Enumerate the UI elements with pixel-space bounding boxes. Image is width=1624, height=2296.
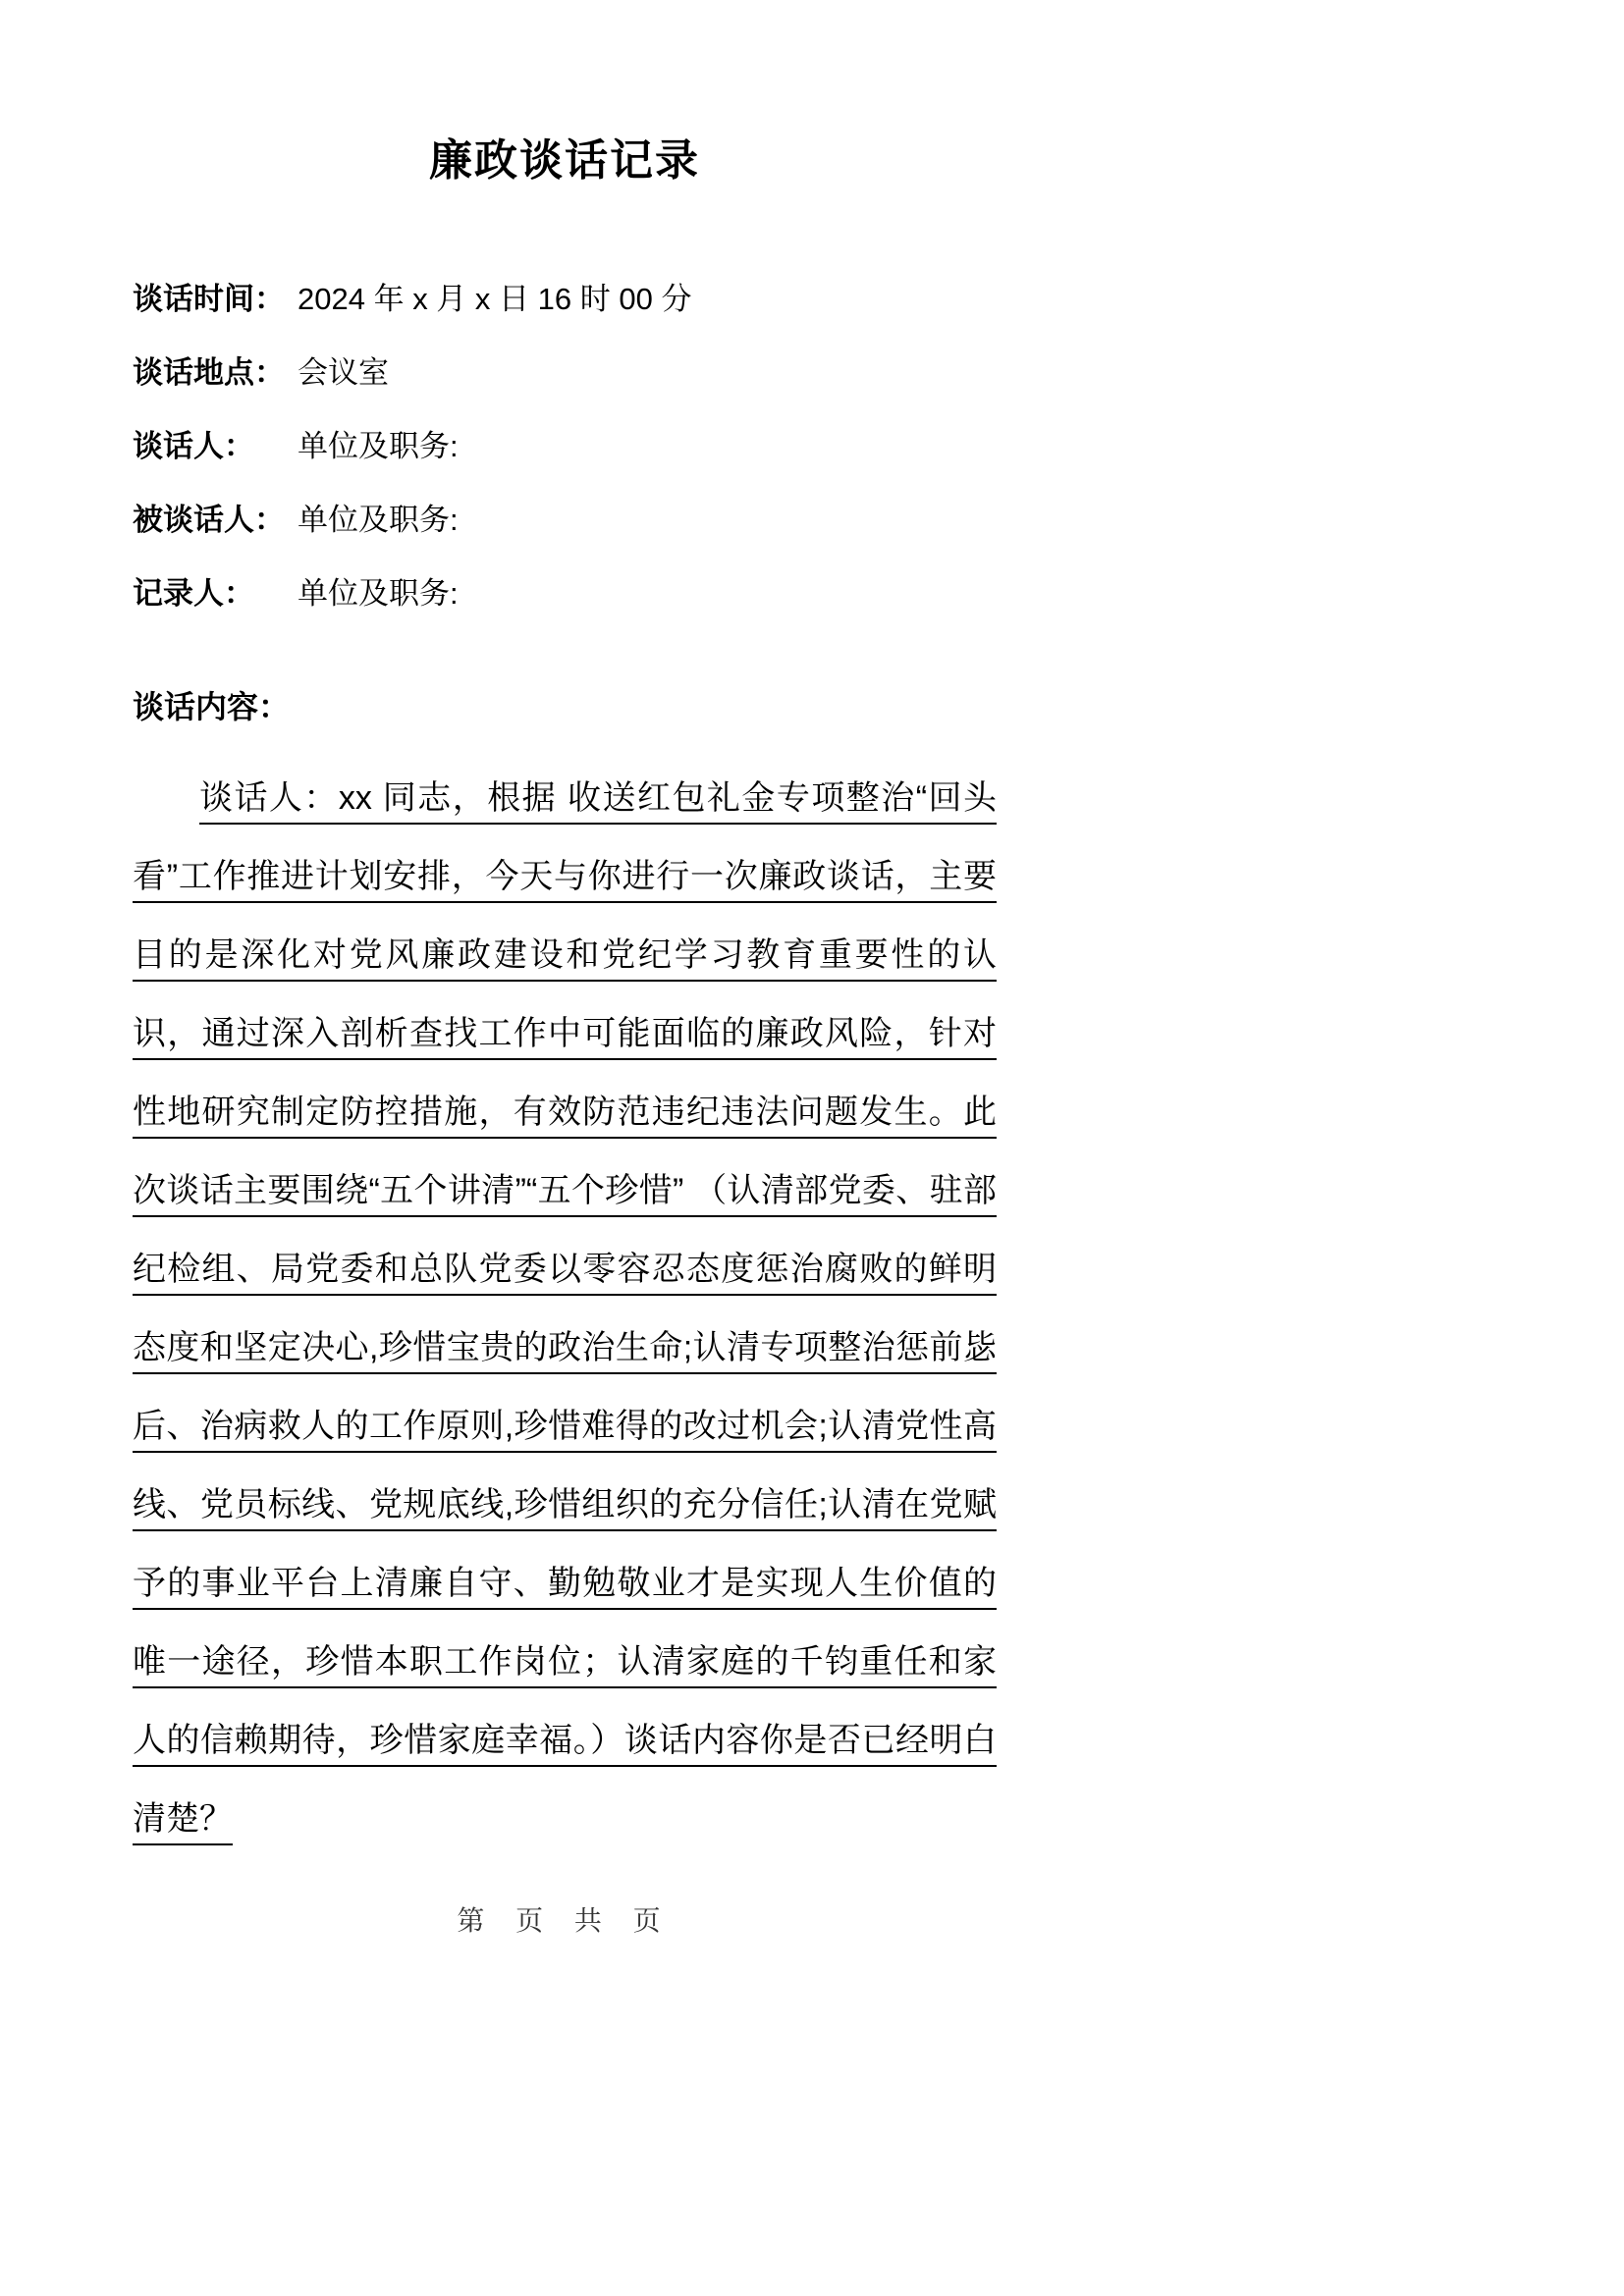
field-value-talked-to: 单位及职务: bbox=[298, 502, 459, 537]
field-label-talked-to: 被谈话人： bbox=[133, 502, 285, 537]
field-label-talker: 谈话人： bbox=[133, 428, 254, 463]
field-row-talker bbox=[133, 409, 997, 483]
field-row-recorder bbox=[133, 557, 997, 630]
field-label-recorder: 记录人： bbox=[133, 575, 254, 611]
field-row-time bbox=[133, 262, 997, 336]
field-value-time: 2024 年 x 月 x 日 16 时 00 分 bbox=[298, 281, 692, 316]
content-section-label: 谈话内容： bbox=[133, 688, 291, 724]
field-label-location: 谈话地点： bbox=[133, 354, 285, 390]
field-row-location bbox=[133, 336, 997, 409]
page-title: 廉政谈话记录 bbox=[429, 136, 700, 185]
field-list bbox=[133, 262, 997, 630]
field-value-talker: 单位及职务: bbox=[298, 428, 459, 463]
field-value-recorder: 单位及职务: bbox=[298, 575, 459, 611]
document-content bbox=[133, 0, 997, 1858]
field-value-location: 会议室 bbox=[298, 354, 389, 390]
page-footer: 第 页 共 页 bbox=[457, 1905, 673, 1936]
field-row-talked-to bbox=[133, 483, 997, 557]
content-paragraph: 谈话人：xx 同志，根据 收送红包礼金专项整治“回头看”工作推进计划安排，今天与你进行一次廉政谈话，主要目的是深化对党风廉政建设和党纪学习教育重要性的认识，通过深入剖析查找工作中可能面临的廉政风险，针对性地研究制定防控措施，有效防范违纪违法问题发生。此次谈话主要围绕“五个讲清”“五个珍惜” （认清部党委、驻部纪检组、局党委和总队党委以零容忍态度惩治腐败的鲜明态度和坚定决心,珍惜宝贵的政治生命;认清专项整治惩前毖后、治病救人的工作原则,珍惜难得的改过机会;认清党性高线、党员标线、党规底线,珍惜组织的充分信任;认清在党赋予的事业平台上清廉自守、勤勉敬业才是实现人生价值的唯一途径，珍惜本职工作岗位；认清家庭的千钧重任和家人的信赖期待，珍惜家庭幸福。）谈话内容你是否已经明白清楚？ bbox=[133, 779, 997, 1839]
field-label-time: 谈话时间： bbox=[133, 281, 285, 316]
